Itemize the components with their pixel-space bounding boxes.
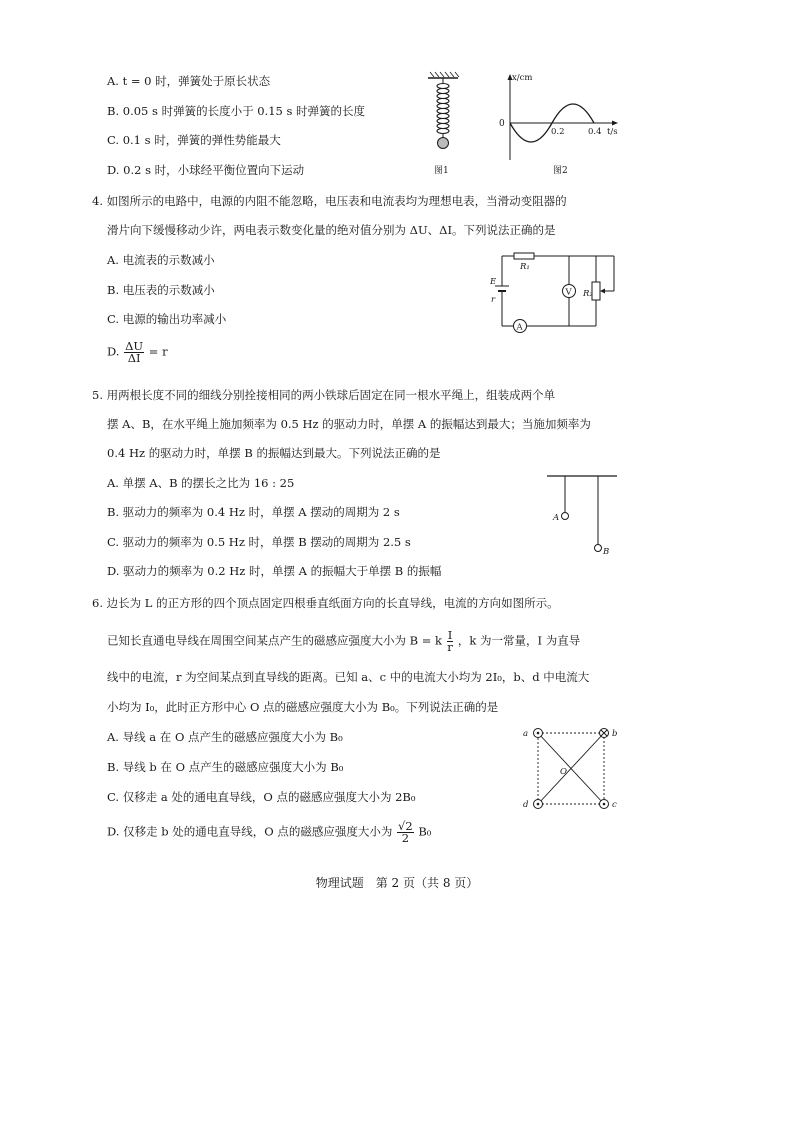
fig2-origin-label: 0 (499, 119, 505, 129)
fraction-numerator: ΔU (125, 339, 144, 353)
wire-b-label: b (612, 729, 618, 739)
q6-option-d (107, 821, 431, 844)
i-over-r-fraction (447, 630, 454, 653)
q5-stem-line: 0.4 Hz 的驱动力时，单摆 B 的振幅达到最大。下列说法正确的是 (107, 446, 441, 460)
q5-option-a: A. 单摆 A、B 的摆长之比为 16 : 25 (107, 476, 295, 490)
circuit-diagram (484, 248, 614, 338)
fig2-tick-label: 0.2 (551, 127, 565, 137)
q4-option-a: A. 电流表的示数减小 (107, 253, 215, 267)
q6-option-b: B. 导线 b 在 O 点产生的磁感应强度大小为 B₀ (107, 760, 344, 774)
r2-label: R₂ (583, 289, 593, 299)
delta-u-over-delta-i-fraction (124, 341, 144, 364)
q6-stem-line: 6. 边长为 L 的正方形的四个顶点固定四根垂直纸面方向的长直导线，电流的方向如图所示。 (92, 596, 559, 610)
q3-option-b: B. 0.05 s 时弹簧的长度小于 0.15 s 时弹簧的长度 (107, 104, 366, 118)
wire-a-label: a (523, 729, 529, 739)
q4-stem-line: 滑片向下缓慢移动少许，两电表示数变化量的绝对值分别为 ΔU、ΔI。下列说法正确的是 (107, 223, 556, 237)
q6-option-a: A. 导线 a 在 O 点产生的磁感应强度大小为 B₀ (107, 730, 343, 744)
q4-option-d (107, 341, 168, 364)
q4-option-d-suffix: = r (148, 344, 168, 359)
center-o-label: O (560, 767, 567, 777)
q4-stem-line: 4. 如图所示的电路中，电源的内阻不能忽略，电压表和电流表均为理想电表，当滑动变阻器的 (92, 194, 567, 208)
fraction-denominator: ΔI (127, 351, 141, 365)
q3-option-a: A. t = 0 时，弹簧处于原长状态 (107, 74, 271, 88)
sqrt2-over-2-fraction (397, 821, 414, 844)
q4-option-c: C. 电源的输出功率减小 (107, 312, 227, 326)
fraction-numerator: I (447, 628, 453, 642)
q3-option-d: D. 0.2 s 时，小球经平衡位置向下运动 (107, 163, 305, 177)
voltmeter-label: V (565, 287, 572, 298)
q6-option-d-prefix: D. 仅移走 b 处的通电直导线，O 点的磁感应强度大小为 (107, 824, 393, 839)
fig1-label: 图1 (434, 166, 449, 176)
wire-d-label: d (523, 800, 529, 810)
q5-option-c: C. 驱动力的频率为 0.5 Hz 时，单摆 B 摆动的周期为 2.5 s (107, 535, 411, 549)
internal-resistance-label: r (491, 295, 496, 305)
r1-label: R₁ (520, 262, 530, 272)
q6-option-d-suffix: B₀ (418, 824, 432, 839)
q6-option-c: C. 仅移走 a 处的通电直导线，O 点的磁感应强度大小为 2B₀ (107, 790, 416, 804)
xt-graph-figure (496, 70, 626, 170)
fig2-tick-label: 0.4 (588, 127, 602, 137)
q5-option-b: B. 驱动力的频率为 0.4 Hz 时，单摆 A 摆动的周期为 2 s (107, 505, 400, 519)
q4-option-d-prefix: D. (107, 344, 120, 359)
ammeter-label: A (516, 322, 523, 333)
pendulum-figure (547, 470, 619, 560)
fig2-y-axis-label: x/cm (512, 73, 533, 83)
fraction-denominator: r (447, 640, 453, 654)
q5-option-d: D. 驱动力的频率为 0.2 Hz 时，单摆 A 的振幅大于单摆 B 的振幅 (107, 564, 442, 578)
page-footer: 物理试题 第 2 页（共 8 页） (315, 876, 479, 890)
q5-stem-line: 5. 用两根长度不同的细线分别拴接相同的两小铁球后固定在同一根水平绳上，组装成两个单 (92, 388, 556, 402)
q6-stem-line: 小均为 I₀，此时正方形中心 O 点的磁感应强度大小为 B₀。下列说法正确的是 (107, 700, 499, 714)
q6-stem-line (107, 630, 580, 653)
fraction-denominator: 2 (401, 831, 410, 845)
fig2-x-axis-label: t/s (607, 127, 618, 137)
q6-stem-suffix: ，k 为一常量，I 为直导 (457, 633, 581, 648)
q6-stem-prefix: 已知长直通电导线在周围空间某点产生的磁感应强度大小为 B = k (107, 633, 443, 648)
emf-label: E (490, 277, 497, 287)
q4-option-b: B. 电压表的示数减小 (107, 283, 215, 297)
pendulum-a-label: A (553, 513, 560, 523)
spring-figure (424, 70, 464, 170)
square-wires-figure (520, 725, 630, 815)
fraction-numerator: √2 (398, 819, 413, 833)
q6-stem-line: 线中的电流，r 为空间某点到直导线的距离。已知 a、c 中的电流大小均为 2I₀，b、d 中电流大 (107, 670, 590, 684)
q3-option-c: C. 0.1 s 时，弹簧的弹性势能最大 (107, 133, 281, 147)
q5-stem-line: 摆 A、B，在水平绳上施加频率为 0.5 Hz 的驱动力时，单摆 A 的振幅达到最大；当施加频率为 (107, 417, 591, 431)
pendulum-b-label: B (603, 547, 610, 557)
wire-c-label: c (612, 800, 617, 810)
fig2-label: 图2 (553, 166, 568, 176)
